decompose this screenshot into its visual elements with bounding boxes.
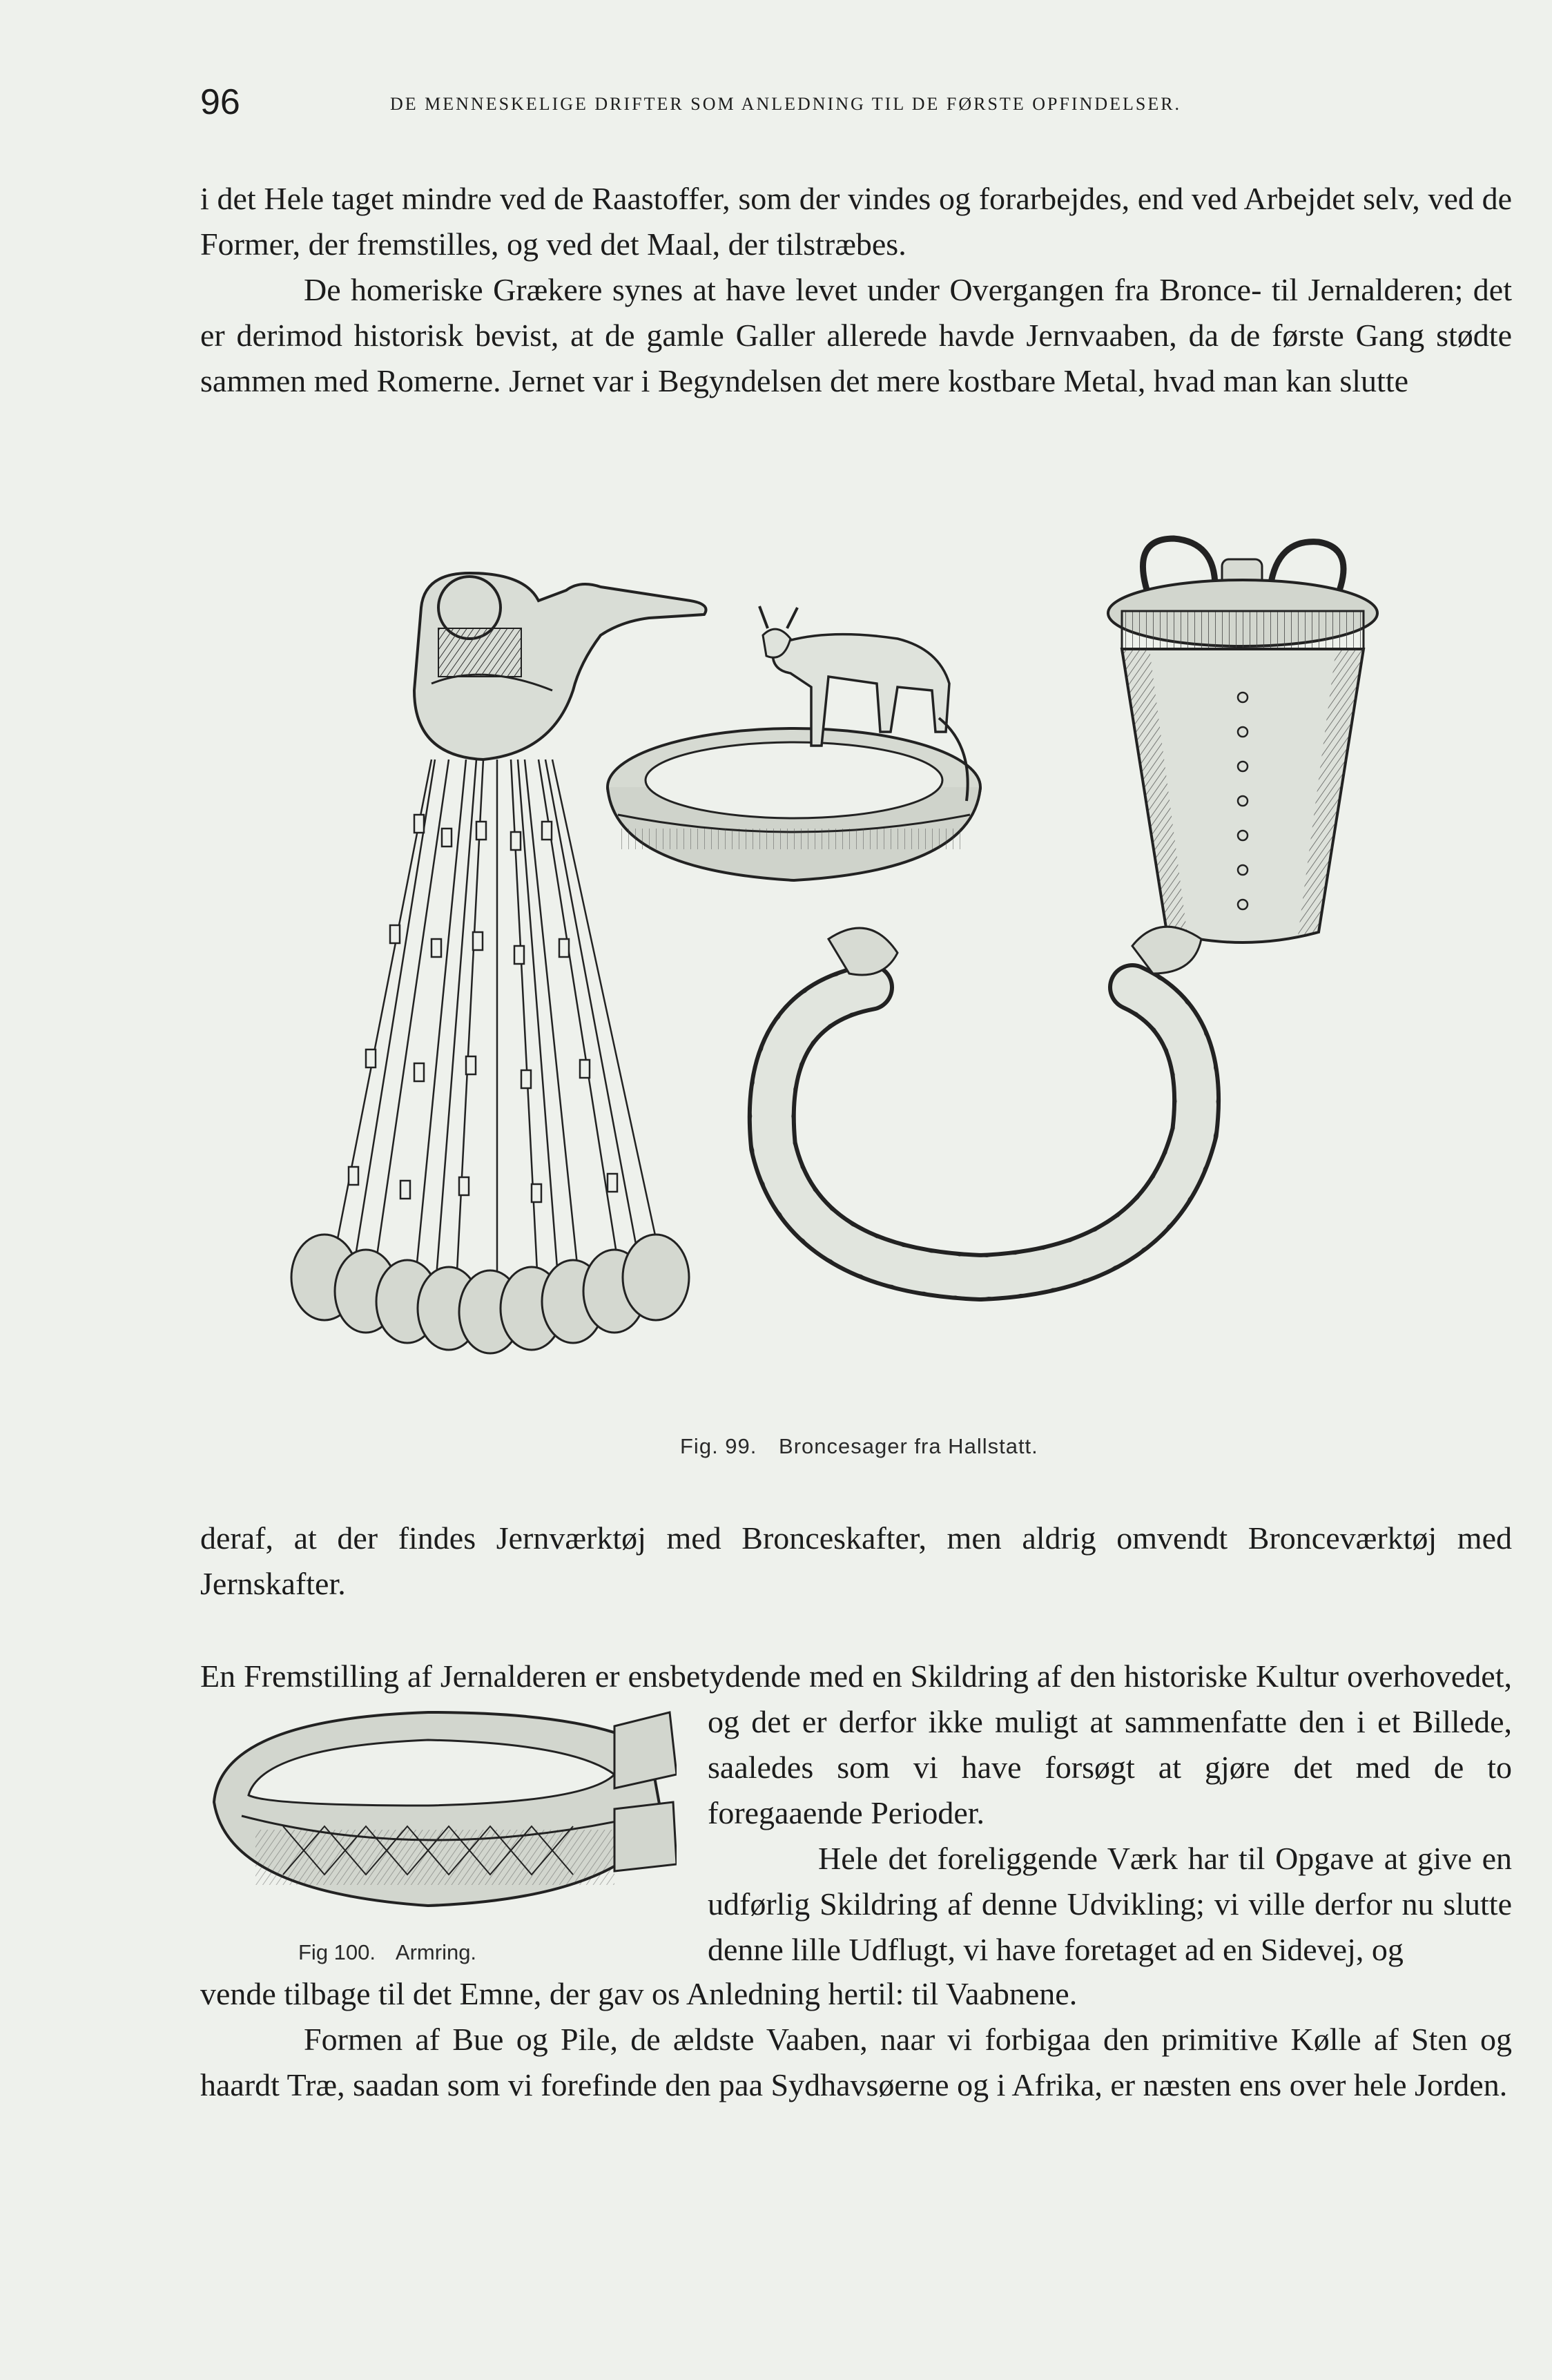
figure-100-illustration bbox=[200, 1685, 677, 1933]
paragraph: deraf, at der findes Jernværktøj med Bronceskafter, men aldrig omvendt Bronceværktøj med Jernskafter. bbox=[200, 1520, 1512, 1601]
page-header bbox=[200, 81, 1498, 123]
situla-bucket-drawing bbox=[1108, 539, 1377, 942]
text-block-top bbox=[200, 176, 1512, 404]
figure-100-title: Armring. bbox=[395, 1940, 477, 1964]
figure-99-title: Broncesager fra Hallstatt. bbox=[779, 1434, 1038, 1458]
figure-99-illustration bbox=[276, 525, 1505, 1422]
paragraph: Hele det foreliggende Værk har til Opgave at give en udførlig Skildring af denne Udvikling; vi ville derfor nu slutte denne lille Udflugt, vi have foretaget ad en Sidevej, og bbox=[708, 1841, 1512, 1967]
paragraph: vende tilbage til det Emne, der gav os Anledning hertil: til Vaabnene. bbox=[200, 1976, 1078, 2011]
paragraph: En Fremstilling af Jernalderen er ensbetydende med en Skildring af den historiske Kultur overhovedet, og det er derfor ikke muligt at sammenfatte den i et Billede, saaledes som vi have forsøgt at gjøre det med de to foregaaende Perioder. bbox=[200, 1658, 1512, 1830]
chain-pendant-drawing bbox=[291, 573, 706, 1353]
running-title: DE MENNESKELIGE DRIFTER SOM ANLEDNING TIL DE FØRSTE OPFINDELSER. bbox=[390, 94, 1182, 114]
figure-99-caption bbox=[680, 1434, 1038, 1459]
figure-100-caption bbox=[298, 1940, 476, 1965]
page-number: 96 bbox=[200, 82, 240, 122]
text-block-middle bbox=[200, 1516, 1512, 1607]
paragraph: i det Hele taget mindre ved de Raastoffer, som der vindes og forarbejdes, end ved Arbejdet selv, ved de Former, der fremstilles, og ved det Maal, der tilstræbes. bbox=[200, 181, 1512, 262]
figure-99-number: Fig. 99. bbox=[680, 1434, 757, 1458]
bowl-with-bull-drawing bbox=[608, 606, 980, 880]
paragraph: De homeriske Grækere synes at have levet under Overgangen fra Bronce- til Jernalderen; det er derimod historisk bevist, at de gamle Galler allerede havde Jernvaaben, da de første Gang stødte sammen med Romerne. Jernet var i Begyndelsen det mere kostbare Metal, hvad man kan slutte bbox=[200, 272, 1512, 398]
figure-100-number: Fig 100. bbox=[298, 1940, 376, 1964]
text-block-bottom bbox=[200, 1971, 1512, 2108]
paragraph: Formen af Bue og Pile, de ældste Vaaben, naar vi forbigaa den primitive Kølle af Sten og haardt Træ, saadan som vi forefinde den paa Sydhavsøerne og i Afrika, er næsten ens over hele Jorden. bbox=[200, 2022, 1512, 2102]
lobed-bracelet-drawing bbox=[772, 927, 1201, 1277]
